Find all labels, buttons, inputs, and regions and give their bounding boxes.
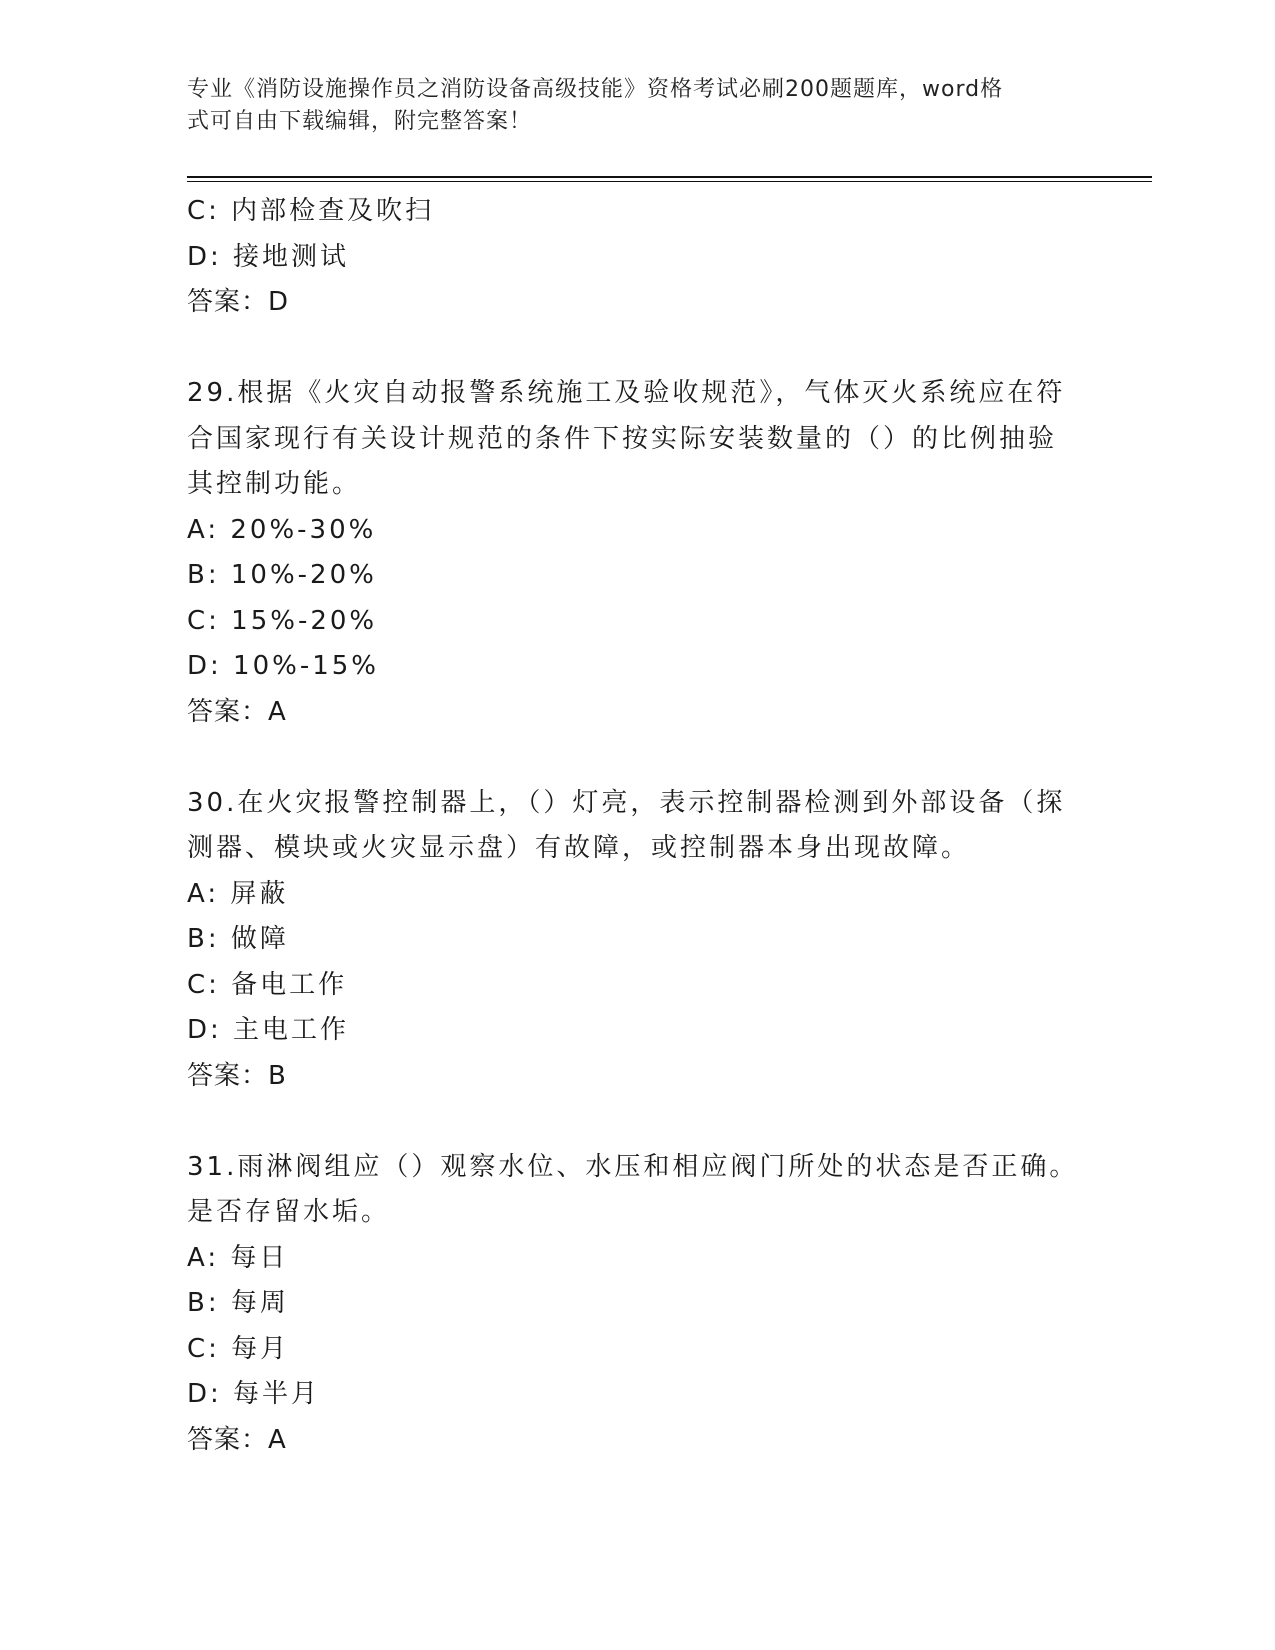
question-list (187, 189, 1087, 1463)
option-b: B: 做障 (187, 924, 289, 954)
option-a: A: 屏蔽 (187, 878, 289, 909)
question-29 (187, 371, 1087, 735)
question-stem-line: 31.雨淋阀组应（）观察水位、水压和相应阀门所处的状态是否正确。 (187, 1151, 1079, 1182)
answer-line: 答案：A (187, 1424, 287, 1455)
document-header (187, 74, 1067, 138)
spacer (187, 326, 1087, 372)
option-c: C: 内部检查及吹扫 (187, 196, 435, 226)
option-b: B: 10%-20% (187, 560, 377, 590)
question-stem-line: 30.在火灾报警控制器上，（）灯亮，表示控制器检测到外部设备（探 (187, 787, 1066, 818)
answer-line: 答案：D (187, 287, 290, 317)
header-line-1: 专业《消防设施操作员之消防设备高级技能》资格考试必刷200题题库，word格 (187, 77, 1004, 102)
answer-line: 答案：A (187, 696, 287, 727)
option-c: C: 每月 (187, 1333, 290, 1364)
header-line-2: 式可自由下载编辑，附完整答案！ (187, 109, 533, 134)
question-stem-line: 测器、模块或火灾显示盘）有故障，或控制器本身出现故障。 (187, 833, 971, 863)
spacer (187, 1099, 1087, 1145)
question-31 (187, 1145, 1087, 1464)
question-stem-line: 29.根据《火灾自动报警系统施工及验收规范》，气体灭火系统应在符 (187, 378, 1066, 408)
option-c: C: 备电工作 (187, 969, 348, 1000)
option-d: D: 接地测试 (187, 241, 350, 272)
header-rule-thin (187, 181, 1152, 182)
option-d: D: 每半月 (187, 1379, 321, 1409)
spacer (187, 735, 1087, 781)
question-stem-line: 合国家现行有关设计规范的条件下按实际安装数量的（）的比例抽验 (187, 423, 1058, 454)
option-a: A: 20%-30% (187, 514, 377, 545)
option-d: D: 10%-15% (187, 651, 380, 681)
question-stem-line: 是否存留水垢。 (187, 1197, 391, 1227)
option-d: D: 主电工作 (187, 1015, 350, 1045)
option-c: C: 15%-20% (187, 605, 378, 636)
header-rule-thick (187, 176, 1152, 178)
question-30 (187, 781, 1087, 1100)
question-stem-line: 其控制功能。 (187, 469, 362, 499)
option-b: B: 每周 (187, 1288, 289, 1318)
option-a: A: 每日 (187, 1242, 289, 1273)
answer-line: 答案：B (187, 1060, 287, 1091)
